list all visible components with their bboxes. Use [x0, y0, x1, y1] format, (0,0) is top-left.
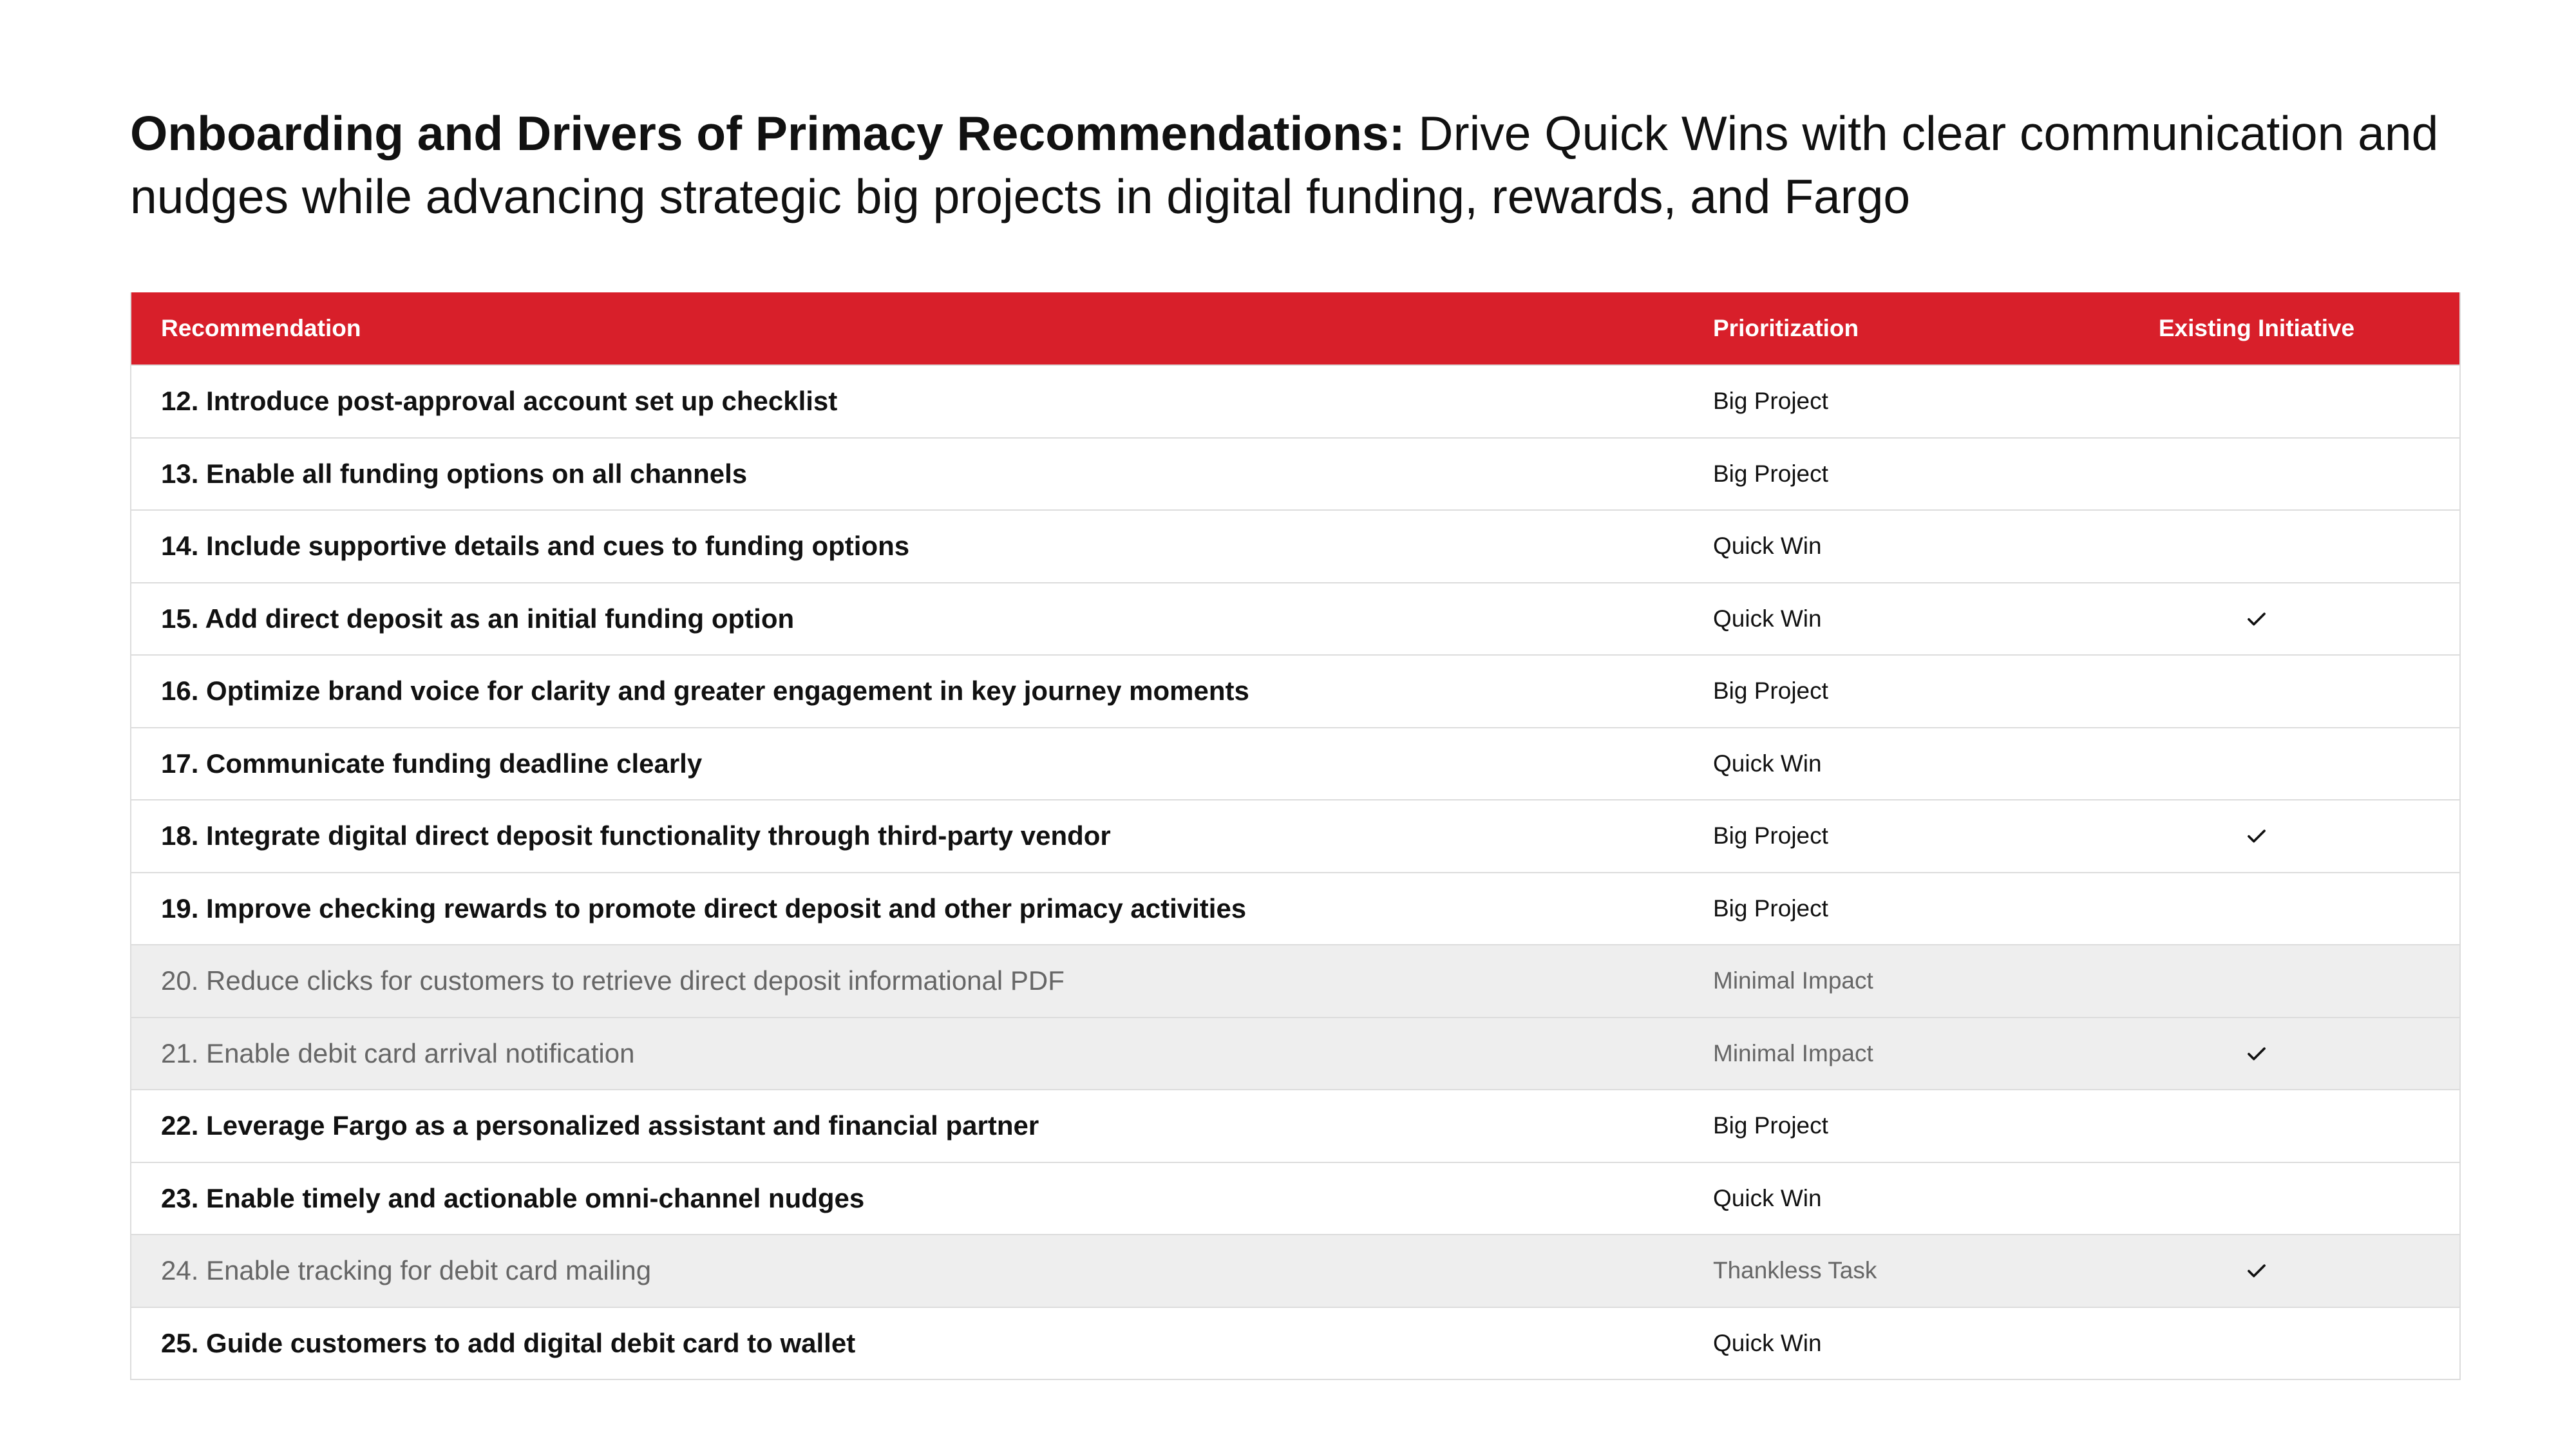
recommendation-cell: 24. Enable tracking for debit card mailing	[161, 1255, 652, 1286]
checkmark-icon	[2246, 825, 2268, 847]
recommendation-cell: 19. Improve checking rewards to promote direct deposit and other primacy activities	[161, 893, 1247, 923]
recommendation-cell: 25. Guide customers to add digital debit card to wallet	[161, 1327, 856, 1358]
recommendation-cell: 12. Introduce post-approval account set up checklist	[161, 386, 838, 417]
prioritization-cell: Minimal Impact	[1713, 1039, 1873, 1066]
header-existing-initiative: Existing Initiative	[2158, 315, 2355, 341]
table-row	[131, 872, 2459, 945]
recommendation-cell: 21. Enable debit card arrival notification	[161, 1037, 635, 1068]
prioritization-cell: Big Project	[1713, 822, 1828, 849]
prioritization-cell: Big Project	[1713, 460, 1828, 487]
table-row	[131, 1089, 2459, 1162]
prioritization-cell: Big Project	[1713, 388, 1828, 415]
header-recommendation: Recommendation	[161, 315, 361, 341]
header-prioritization: Prioritization	[1713, 315, 1859, 341]
prioritization-cell: Quick Win	[1713, 533, 1822, 560]
table-row	[131, 509, 2459, 582]
table-row	[131, 944, 2459, 1017]
recommendation-cell: 20. Reduce clicks for customers to retrieve direct deposit informational PDF	[161, 965, 1065, 996]
checkmark-icon	[2246, 1043, 2268, 1065]
checkmark-icon	[2246, 1260, 2268, 1282]
recommendation-cell: 18. Integrate digital direct deposit functionality through third-party vendor	[161, 820, 1111, 851]
recommendation-cell: 23. Enable timely and actionable omni-channel nudges	[161, 1182, 865, 1213]
table-row	[131, 1234, 2459, 1307]
prioritization-cell: Quick Win	[1713, 750, 1822, 777]
page-title	[130, 102, 2448, 228]
page-title-bold: Onboarding and Drivers of Primacy Recommendations:	[130, 106, 1405, 160]
prioritization-cell: Quick Win	[1713, 1329, 1822, 1356]
table-body	[131, 365, 2459, 1379]
existing-initiative-cell	[2072, 1260, 2459, 1282]
table-row	[131, 1307, 2459, 1379]
table-row	[131, 437, 2459, 510]
table-row	[131, 654, 2459, 727]
recommendation-cell: 13. Enable all funding options on all channels	[161, 458, 748, 489]
prioritization-cell: Big Project	[1713, 1112, 1828, 1139]
recommendations-table	[130, 292, 2461, 1380]
recommendation-cell: 22. Leverage Fargo as a personalized assistant and financial partner	[161, 1110, 1039, 1141]
page-title-rest: Drive Quick Wins with clear communication and nudges while advancing strategic big projects in digital funding, rewards, and Fargo	[130, 106, 2439, 223]
table-row	[131, 582, 2459, 655]
table-row	[131, 799, 2459, 872]
table-header-row	[131, 292, 2459, 365]
prioritization-cell: Quick Win	[1713, 1184, 1822, 1211]
recommendation-cell: 14. Include supportive details and cues to funding options	[161, 531, 910, 562]
prioritization-cell: Thankless Task	[1713, 1257, 1877, 1284]
prioritization-cell: Big Project	[1713, 677, 1828, 705]
recommendation-cell: 16. Optimize brand voice for clarity and greater engagement in key journey moments	[161, 676, 1249, 706]
table-row	[131, 1017, 2459, 1090]
prioritization-cell: Big Project	[1713, 895, 1828, 922]
existing-initiative-cell	[2072, 1043, 2459, 1065]
existing-initiative-cell	[2072, 608, 2459, 630]
prioritization-cell: Quick Win	[1713, 605, 1822, 632]
table-row	[131, 727, 2459, 800]
table-row	[131, 365, 2459, 437]
recommendation-cell: 17. Communicate funding deadline clearly	[161, 748, 703, 779]
existing-initiative-cell	[2072, 825, 2459, 847]
checkmark-icon	[2246, 608, 2268, 630]
table-row	[131, 1162, 2459, 1235]
recommendation-cell: 15. Add direct deposit as an initial funding option	[161, 603, 795, 634]
prioritization-cell: Minimal Impact	[1713, 967, 1873, 994]
